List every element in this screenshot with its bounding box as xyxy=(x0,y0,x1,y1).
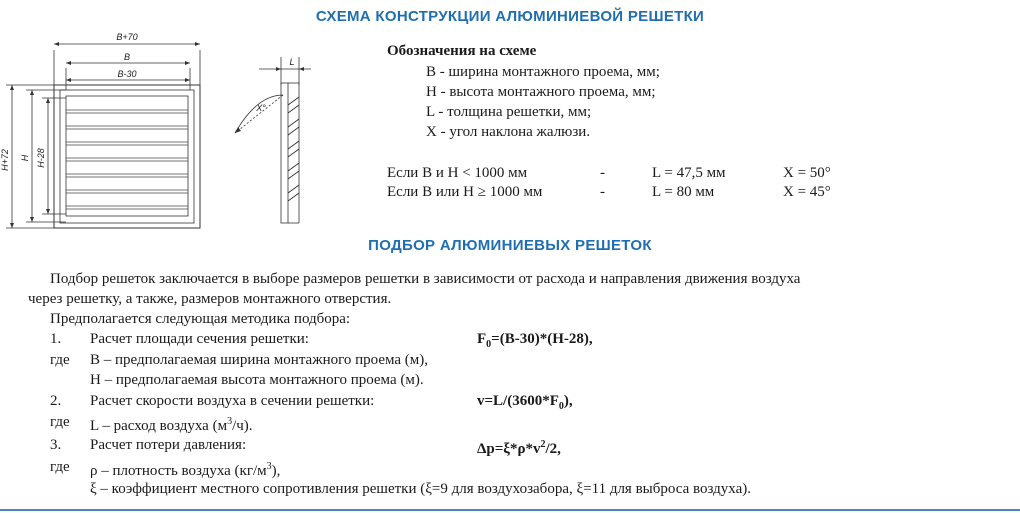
condition-large-dash: - xyxy=(600,184,605,200)
method-line: Предполагается следующая методика подбора: xyxy=(50,311,351,327)
condition-small-text: Если B и H < 1000 мм xyxy=(387,165,528,181)
step3-number: 3. xyxy=(50,437,62,453)
step3-formula: $\Delta p=\xi*\rho*v^2/2$, xyxy=(477,439,561,457)
where1-b: B – предполагаемая ширина монтажного проема (м), xyxy=(90,352,429,368)
step3-text: Расчет потери давления: xyxy=(90,437,247,453)
intro-line-2: через решетку, а также, размеров монтажного отверстия. xyxy=(28,291,392,307)
step2-number: 2. xyxy=(50,393,62,409)
legend-title: Обозначения на схеме xyxy=(387,43,537,59)
step1-number: 1. xyxy=(50,331,62,347)
condition-large-l: L = 80 мм xyxy=(652,184,715,200)
dim-h-label: H xyxy=(20,154,30,162)
step1-formula: $F_0=(B-30)*(H-28)$, xyxy=(477,331,593,350)
dim-h72-label: H+72 xyxy=(0,149,10,171)
dim-h28-label: H-28 xyxy=(36,148,46,168)
step2-text: Расчет скорости воздуха в сечении решетки: xyxy=(90,393,375,409)
dim-l-label: L xyxy=(289,57,295,67)
condition-small-l: L = 47,5 мм xyxy=(652,165,726,181)
construction-heading: СХЕМА КОНСТРУКЦИИ АЛЮМИНИЕВОЙ РЕШЕТКИ xyxy=(315,8,705,25)
where1-label: где xyxy=(50,352,70,368)
legend-item-b: B - ширина монтажного проема, мм; xyxy=(426,64,660,80)
legend-item-l: L - толщина решетки, мм; xyxy=(426,104,592,120)
dim-b30-label: B-30 xyxy=(117,69,137,79)
dim-b70-label: B+70 xyxy=(116,32,138,42)
condition-small-dash: - xyxy=(600,165,605,181)
step1-text: Расчет площади сечения решетки: xyxy=(90,331,309,347)
where3-rho: ρ – плотность воздуха $(кг/м^3)$, xyxy=(90,461,281,479)
step2-formula: $v=L/(3600*F_0)$, xyxy=(477,393,573,412)
selection-heading: ПОДБОР АЛЮМИНИЕВЫХ РЕШЕТОК xyxy=(368,237,652,254)
grille-side-section xyxy=(225,55,315,235)
where2-l: L – расход воздуха $(м^3/ч)$. xyxy=(90,416,253,434)
intro-line-1: Подбор решеток заключается в выборе размеров решетки в зависимости от расхода и направления движения воздуха xyxy=(50,271,801,287)
legend-item-h: H - высота монтажного проема, мм; xyxy=(426,84,656,100)
condition-small-x: X = 50° xyxy=(783,165,831,181)
bottom-rule xyxy=(0,509,1020,511)
condition-large-x: X = 45° xyxy=(783,184,831,200)
where1-h: H – предполагаемая высота монтажного проема (м). xyxy=(90,372,424,388)
where2-label: где xyxy=(50,414,70,430)
legend-item-x: X - угол наклона жалюзи. xyxy=(426,124,591,140)
where3-label: где xyxy=(50,459,70,475)
grille-front-view xyxy=(0,30,215,240)
dim-b-label: B xyxy=(123,52,131,62)
where3-xi: ξ – коэффициент местного сопротивления решетки (ξ=9 для воздухозабора, ξ=11 для выброса воздуха). xyxy=(90,481,751,497)
condition-large-text: Если B или H ≥ 1000 мм xyxy=(387,184,543,200)
dim-x-label: X° xyxy=(256,103,266,113)
